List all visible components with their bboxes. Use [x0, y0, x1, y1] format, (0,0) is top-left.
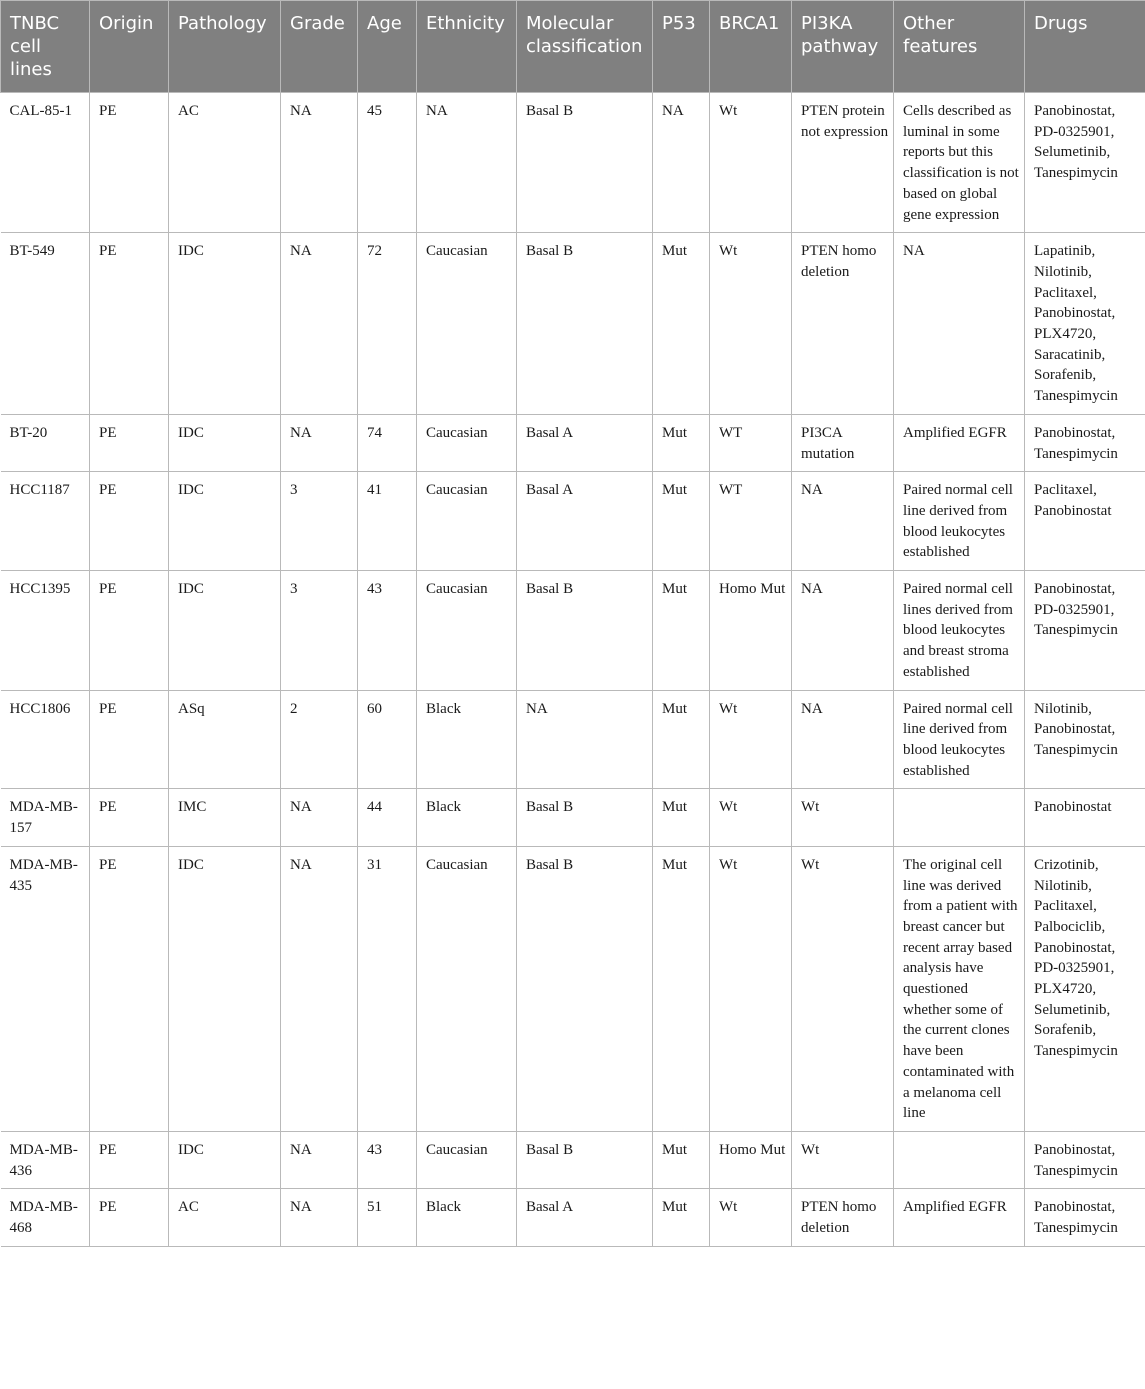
cell-origin: PE [90, 1189, 169, 1246]
cell-drugs: Panobinostat, Tanespimycin [1025, 1131, 1145, 1188]
cell-pi3ka-pathway: Wt [792, 789, 894, 846]
cell-grade: NA [281, 93, 358, 233]
cell-cell-line: HCC1806 [1, 690, 90, 789]
cell-grade: 3 [281, 472, 358, 571]
cell-molecular-classification: Basal B [517, 233, 653, 415]
cell-brca1: Homo Mut [710, 1131, 792, 1188]
cell-molecular-classification: Basal A [517, 1189, 653, 1246]
cell-pathology: IDC [169, 1131, 281, 1188]
cell-grade: NA [281, 1189, 358, 1246]
cell-origin: PE [90, 233, 169, 415]
cell-brca1: Wt [710, 93, 792, 233]
cell-drugs: Panobinostat, PD-0325901, Selumetinib, Tanespimycin [1025, 93, 1145, 233]
cell-other-features: Paired normal cell line derived from blood leukocytes established [894, 690, 1025, 789]
cell-brca1: Wt [710, 690, 792, 789]
cell-origin: PE [90, 414, 169, 471]
cell-ethnicity: Caucasian [417, 571, 517, 691]
table-row [1, 846, 1145, 1131]
cell-grade: NA [281, 414, 358, 471]
cell-molecular-classification: Basal B [517, 93, 653, 233]
cell-p53: Mut [653, 1189, 710, 1246]
cell-ethnicity: Black [417, 1189, 517, 1246]
cell-pi3ka-pathway: NA [792, 571, 894, 691]
cell-molecular-classification: Basal B [517, 789, 653, 846]
cell-ethnicity: NA [417, 93, 517, 233]
cell-age: 60 [358, 690, 417, 789]
cell-ethnicity: Caucasian [417, 472, 517, 571]
cell-drugs: Panobinostat, PD-0325901, Tanespimycin [1025, 571, 1145, 691]
cell-molecular-classification: Basal B [517, 1131, 653, 1188]
table-row [1, 789, 1145, 846]
cell-pi3ka-pathway: PTEN protein not expression [792, 93, 894, 233]
cell-origin: PE [90, 472, 169, 571]
cell-other-features: Amplified EGFR [894, 414, 1025, 471]
cell-drugs: Lapatinib, Nilotinib, Paclitaxel, Panobinostat, PLX4720, Saracatinib, Sorafenib, Tanespimycin [1025, 233, 1145, 415]
cell-cell-line: BT-20 [1, 414, 90, 471]
table-row [1, 571, 1145, 691]
cell-drugs: Panobinostat [1025, 789, 1145, 846]
cell-grade: NA [281, 789, 358, 846]
cell-ethnicity: Caucasian [417, 1131, 517, 1188]
column-header-other-features: Other features [894, 1, 1025, 93]
cell-other-features [894, 1131, 1025, 1188]
cell-pi3ka-pathway: NA [792, 690, 894, 789]
cell-other-features: Paired normal cell lines derived from blood leukocytes and breast stroma established [894, 571, 1025, 691]
cell-brca1: Wt [710, 789, 792, 846]
cell-pathology: IDC [169, 414, 281, 471]
cell-drugs: Nilotinib, Panobinostat, Tanespimycin [1025, 690, 1145, 789]
cell-age: 31 [358, 846, 417, 1131]
column-header-origin: Origin [90, 1, 169, 93]
cell-origin: PE [90, 571, 169, 691]
cell-grade: NA [281, 846, 358, 1131]
cell-other-features: Cells described as luminal in some reports but this classification is not based on global gene expression [894, 93, 1025, 233]
cell-origin: PE [90, 846, 169, 1131]
cell-age: 45 [358, 93, 417, 233]
cell-pathology: IDC [169, 571, 281, 691]
cell-pathology: IDC [169, 472, 281, 571]
column-header-pi3ka-pathway: PI3KA pathway [792, 1, 894, 93]
cell-brca1: Wt [710, 233, 792, 415]
table-row [1, 1131, 1145, 1188]
cell-p53: Mut [653, 846, 710, 1131]
cell-age: 74 [358, 414, 417, 471]
cell-pathology: IDC [169, 233, 281, 415]
column-header-age: Age [358, 1, 417, 93]
cell-brca1: Homo Mut [710, 571, 792, 691]
cell-molecular-classification: Basal B [517, 846, 653, 1131]
cell-origin: PE [90, 1131, 169, 1188]
cell-other-features: Amplified EGFR [894, 1189, 1025, 1246]
table-body [1, 93, 1145, 1247]
cell-origin: PE [90, 789, 169, 846]
table-row [1, 690, 1145, 789]
cell-p53: Mut [653, 789, 710, 846]
table-row [1, 414, 1145, 471]
cell-cell-line: MDA-MB-157 [1, 789, 90, 846]
cell-cell-line: MDA-MB-468 [1, 1189, 90, 1246]
cell-p53: NA [653, 93, 710, 233]
cell-age: 44 [358, 789, 417, 846]
table-row [1, 93, 1145, 233]
column-header-pathology: Pathology [169, 1, 281, 93]
table-header [1, 1, 1145, 93]
cell-age: 43 [358, 1131, 417, 1188]
cell-pathology: AC [169, 1189, 281, 1246]
cell-brca1: WT [710, 472, 792, 571]
cell-p53: Mut [653, 571, 710, 691]
table-row [1, 1189, 1145, 1246]
cell-brca1: Wt [710, 846, 792, 1131]
cell-grade: 2 [281, 690, 358, 789]
cell-drugs: Panobinostat, Tanespimycin [1025, 1189, 1145, 1246]
column-header-ethnicity: Ethnicity [417, 1, 517, 93]
column-header-brca1: BRCA1 [710, 1, 792, 93]
cell-molecular-classification: Basal B [517, 571, 653, 691]
column-header-molecular-classification: Molecular classification [517, 1, 653, 93]
cell-molecular-classification: Basal A [517, 472, 653, 571]
cell-brca1: Wt [710, 1189, 792, 1246]
column-header-grade: Grade [281, 1, 358, 93]
cell-age: 72 [358, 233, 417, 415]
cell-other-features [894, 789, 1025, 846]
cell-p53: Mut [653, 233, 710, 415]
cell-cell-line: CAL-85-1 [1, 93, 90, 233]
cell-drugs: Crizotinib, Nilotinib, Paclitaxel, Palbociclib, Panobinostat, PD-0325901, PLX4720, Selumetinib, Sorafenib, Tanespimycin [1025, 846, 1145, 1131]
cell-brca1: WT [710, 414, 792, 471]
cell-ethnicity: Black [417, 789, 517, 846]
cell-age: 43 [358, 571, 417, 691]
cell-age: 51 [358, 1189, 417, 1246]
cell-grade: NA [281, 233, 358, 415]
cell-pi3ka-pathway: Wt [792, 1131, 894, 1188]
cell-pathology: IDC [169, 846, 281, 1131]
cell-grade: NA [281, 1131, 358, 1188]
cell-cell-line: HCC1395 [1, 571, 90, 691]
cell-ethnicity: Black [417, 690, 517, 789]
cell-pi3ka-pathway: NA [792, 472, 894, 571]
column-header-p53: P53 [653, 1, 710, 93]
cell-molecular-classification: NA [517, 690, 653, 789]
cell-ethnicity: Caucasian [417, 414, 517, 471]
cell-other-features: Paired normal cell line derived from blood leukocytes established [894, 472, 1025, 571]
cell-age: 41 [358, 472, 417, 571]
cell-pi3ka-pathway: Wt [792, 846, 894, 1131]
cell-drugs: Paclitaxel, Panobinostat [1025, 472, 1145, 571]
column-header-cell-line: TNBC cell lines [1, 1, 90, 93]
cell-molecular-classification: Basal A [517, 414, 653, 471]
cell-ethnicity: Caucasian [417, 846, 517, 1131]
cell-pathology: ASq [169, 690, 281, 789]
column-header-drugs: Drugs [1025, 1, 1145, 93]
cell-cell-line: BT-549 [1, 233, 90, 415]
cell-p53: Mut [653, 472, 710, 571]
cell-cell-line: MDA-MB-435 [1, 846, 90, 1131]
table-row [1, 472, 1145, 571]
cell-p53: Mut [653, 690, 710, 789]
cell-origin: PE [90, 93, 169, 233]
table-row [1, 233, 1145, 415]
cell-ethnicity: Caucasian [417, 233, 517, 415]
cell-p53: Mut [653, 414, 710, 471]
cell-p53: Mut [653, 1131, 710, 1188]
cell-pathology: IMC [169, 789, 281, 846]
cell-origin: PE [90, 690, 169, 789]
cell-other-features: The original cell line was derived from a patient with breast cancer but recent array based analysis have questioned whether some of the current clones have been contaminated with a melanoma cell line [894, 846, 1025, 1131]
cell-pi3ka-pathway: PI3CA mutation [792, 414, 894, 471]
cell-drugs: Panobinostat, Tanespimycin [1025, 414, 1145, 471]
cell-pathology: AC [169, 93, 281, 233]
cell-cell-line: MDA-MB-436 [1, 1131, 90, 1188]
cell-cell-line: HCC1187 [1, 472, 90, 571]
header-row [1, 1, 1145, 93]
cell-other-features: NA [894, 233, 1025, 415]
cell-grade: 3 [281, 571, 358, 691]
cell-pi3ka-pathway: PTEN homo deletion [792, 233, 894, 415]
cell-pi3ka-pathway: PTEN homo deletion [792, 1189, 894, 1246]
